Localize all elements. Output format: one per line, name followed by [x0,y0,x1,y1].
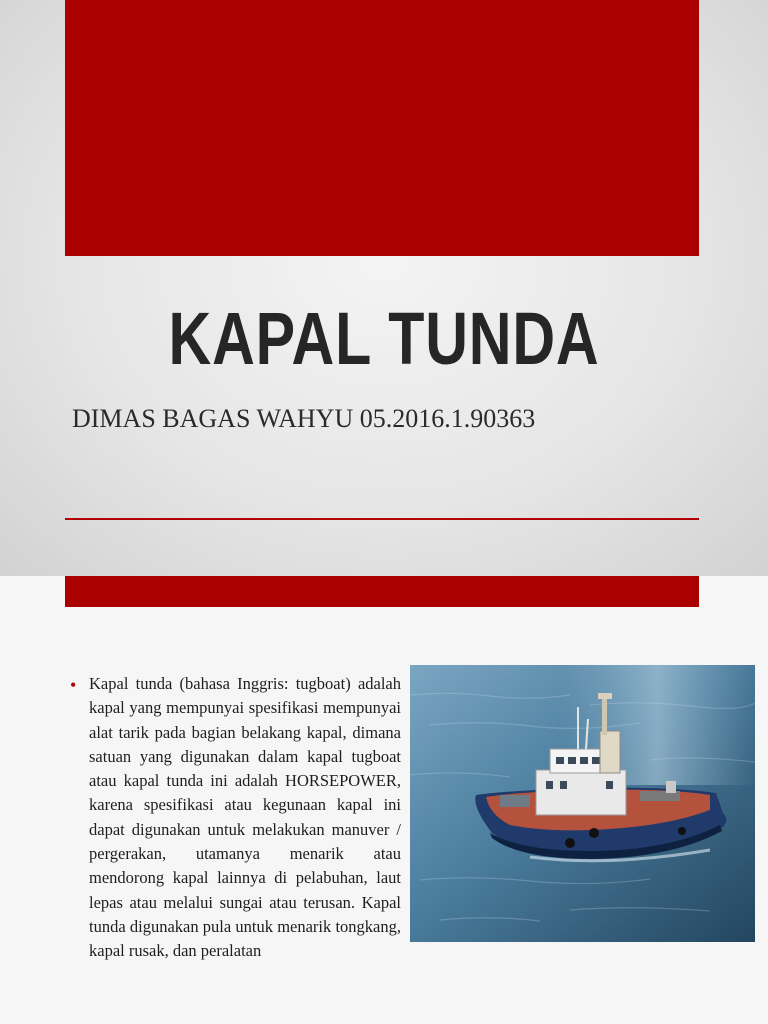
title-red-band [65,0,699,256]
bullet-marker: • [70,675,77,695]
body-paragraph: Kapal tunda (bahasa Inggris: tugboat) adalah kapal yang mempunyai spesifikasi mempunyai alat tarik pada bagian belakang kapal, dimana satuan yang digunakan dalam kapal tugboat atau kapal tunda ini adalah HORSEPOWER, karena spesifikasi atau kegunaan kapal ini dapat digunakan untuk melakukan manuver / pergerakan, utamanya menarik atau mendorong kapal lainnya di pelabuhan, laut lepas atau melalui sungai atau terusan. Kapal tunda digunakan pula untuk menarik tongkang, kapal rusak, dan peralatan [89,674,401,961]
content-slide [0,576,768,1024]
content-red-band [65,576,699,607]
tugboat-photo [410,665,755,942]
divider-rule [65,518,699,520]
slide-subtitle: DIMAS BAGAS WAHYU 05.2016.1.90363 [72,404,536,433]
slide-title: KAPAL TUNDA [168,297,600,380]
